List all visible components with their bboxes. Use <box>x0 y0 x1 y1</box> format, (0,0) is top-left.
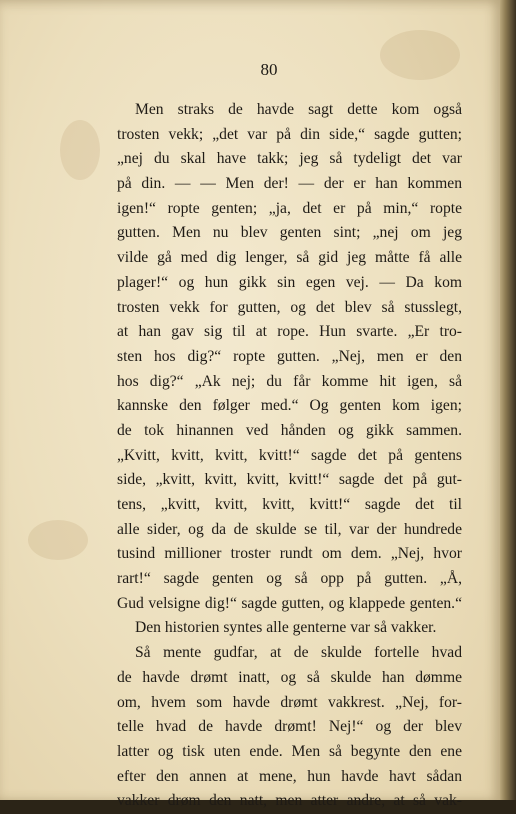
page-number: 80 <box>260 60 278 79</box>
text-line: gutten. Men nu blev genten sint; „nej om jeg <box>117 224 462 242</box>
text-line: trosten vekk for gutten, og det blev så stusslegt, <box>117 298 462 316</box>
text-line: latter og tisk uten ende. Men så begynte den ene <box>117 742 462 760</box>
text-line: sten hos dig?“ ropte gutten. „Nej, men er den <box>117 347 462 365</box>
text-line: hos dig?“ „Ak nej; du får komme hit igen, så <box>117 372 462 390</box>
text-line: tens, „kvitt, kvitt, kvitt, kvitt!“ sagde det til <box>117 496 462 513</box>
text-line: at han gav sig til at rope. Hun svarte. „Er tro- <box>117 323 462 341</box>
text-line: „nej du skal have takk; jeg så tydeligt det var <box>117 150 462 168</box>
text-line: på din. — — Men der! — der er han kommen <box>117 175 462 193</box>
text-line: telle hvad de havde drømt! Nej!“ og der blev <box>117 718 462 736</box>
text-line: „Kvitt, kvitt, kvitt, kvitt!“ sagde det på gentens <box>117 446 462 464</box>
text-line: tusind millioner troster rundt om dem. „Nej, hvor <box>117 545 462 563</box>
paper-stain <box>60 120 100 180</box>
text-line: de havde drømt inatt, og så skulde han dømme <box>117 668 462 686</box>
paper-stain <box>28 520 88 560</box>
text-line: om, hvem som havde drømt vakkrest. „Nej, for- <box>117 693 462 711</box>
text-line: side, „kvitt, kvitt, kvitt, kvitt!“ sagde det på gut- <box>117 471 462 489</box>
text-line: igen!“ ropte genten; „ja, det er på min,“ ropte <box>117 199 462 217</box>
text-line: plager!“ og hun gikk sin egen vej. — Da kom <box>117 273 462 291</box>
text-line: Den historien syntes alle genterne var så vakker. <box>135 619 437 637</box>
body-text <box>117 98 462 814</box>
text-line: alle sider, og da de skulde se til, var der hundrede <box>117 520 462 538</box>
text-line: efter den annen at mene, hun havde havt sådan <box>117 767 462 785</box>
text-line: Så mente gudfar, at de skulde fortelle hvad <box>135 644 462 662</box>
text-line: Men straks de havde sagt dette kom også <box>135 101 462 118</box>
text-line: kannske den følger med.“ Og genten kom igen; <box>117 397 462 415</box>
text-line: rart!“ sagde genten og så opp på gutten. „Å, <box>117 570 462 588</box>
text-line: vakker drøm den natt, men atter andre, at så vak- <box>117 792 462 810</box>
text-line: Gud velsigne dig!“ sagde gutten, og klappede genten.“ <box>117 594 462 612</box>
text-line: de tok hinannen ved hånden og gikk sammen. <box>117 421 462 439</box>
text-line: vilde gå med dig lenger, så gid jeg måtte få alle <box>117 249 462 267</box>
page-edge <box>500 0 516 800</box>
text-line: trosten vekk; „det var på din side,“ sagde gutten; <box>117 125 462 143</box>
